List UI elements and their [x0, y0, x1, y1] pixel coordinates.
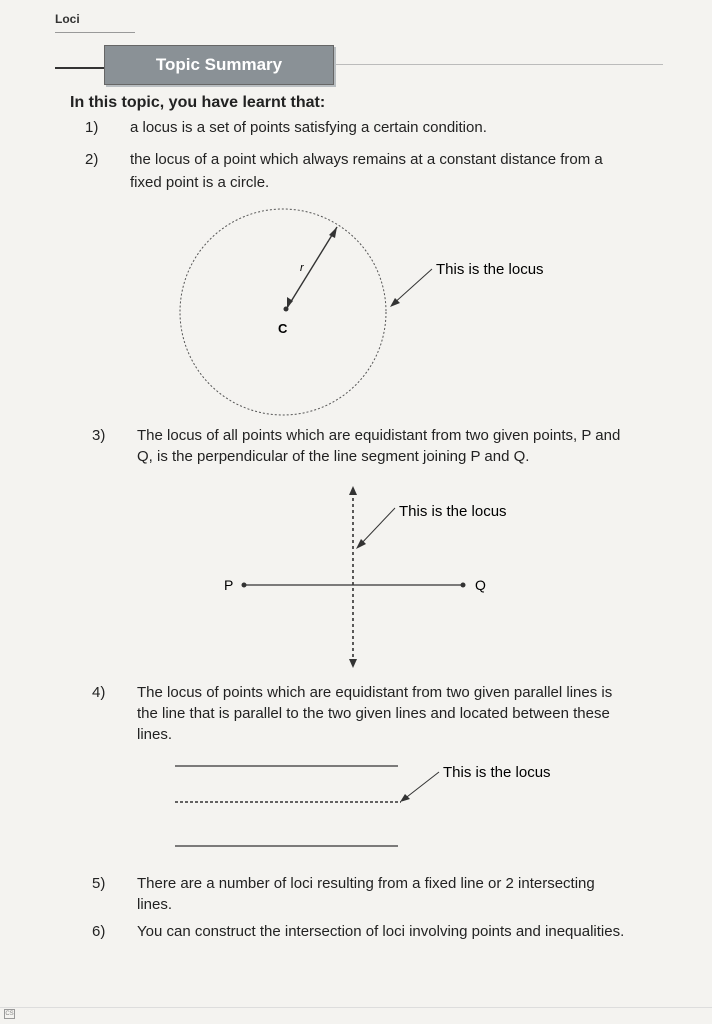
item-text-line-2: lines.	[137, 896, 173, 913]
intro-heading: In this topic, you have learnt that:	[70, 94, 326, 111]
radius-label: r	[300, 262, 304, 274]
callout-leader	[359, 508, 395, 546]
item-text-line-2: fixed point is a circle.	[130, 174, 270, 191]
item-text: You can construct the intersection of loci involving points and inequalities.	[137, 923, 625, 940]
callout-text: This is the locus	[436, 261, 544, 278]
bisector-locus-figure	[215, 480, 535, 675]
summary-item-4	[92, 683, 707, 749]
callout-leader	[403, 772, 439, 800]
parallel-locus-figure	[165, 752, 595, 857]
item-number: 2)	[85, 151, 99, 168]
bisector-arrow-top	[349, 486, 357, 495]
summary-item-3	[92, 426, 707, 470]
summary-item-6	[92, 922, 707, 944]
locus-circle	[180, 209, 386, 415]
circle-locus-figure	[170, 205, 590, 425]
item-text-line-1: The locus of points which are equidistant from two given parallel lines is	[137, 684, 613, 701]
item-text-line-2: Q, is the perpendicular of the line segment joining P and Q.	[137, 448, 530, 465]
item-number: 1)	[85, 119, 99, 136]
label-p: P	[224, 577, 234, 593]
point-q	[461, 583, 466, 588]
item-text: a locus is a set of points satisfying a certain condition.	[130, 119, 487, 136]
point-p	[242, 583, 247, 588]
item-number: 4)	[92, 684, 106, 701]
item-text-line-2: the line that is parallel to the two given lines and located between these	[137, 705, 610, 722]
item-number: 6)	[92, 923, 106, 940]
banner-rule-right	[333, 64, 663, 65]
centre-label: C	[278, 321, 288, 336]
item-text-line-1: The locus of all points which are equidistant from two given points, P and	[137, 427, 621, 444]
radius-arrow-head-top	[329, 227, 337, 238]
label-q: Q	[475, 577, 486, 593]
summary-item-5	[92, 874, 707, 918]
item-text-line-1: the locus of a point which always remains at a constant distance from a	[130, 151, 603, 168]
summary-item-2	[85, 150, 705, 194]
summary-item-1	[85, 118, 685, 140]
item-number: 3)	[92, 427, 106, 444]
running-header: Loci	[55, 12, 80, 26]
callout-text: This is the locus	[443, 764, 551, 781]
banner-title: Topic Summary	[155, 55, 283, 74]
topic-summary-banner	[104, 45, 334, 85]
bisector-arrow-bottom	[349, 659, 357, 668]
header-rule	[55, 32, 135, 33]
radius-line	[287, 227, 337, 308]
centre-point	[284, 307, 289, 312]
banner-rule-left	[55, 67, 110, 69]
item-text-line-1: There are a number of loci resulting from a fixed line or 2 intersecting	[137, 875, 595, 892]
item-number: 5)	[92, 875, 106, 892]
item-text-line-3: lines.	[137, 726, 173, 743]
footer-rule	[0, 1007, 712, 1008]
scanner-logo-icon: CS	[5, 1011, 14, 1017]
callout-text: This is the locus	[399, 503, 507, 520]
callout-leader	[392, 269, 432, 305]
